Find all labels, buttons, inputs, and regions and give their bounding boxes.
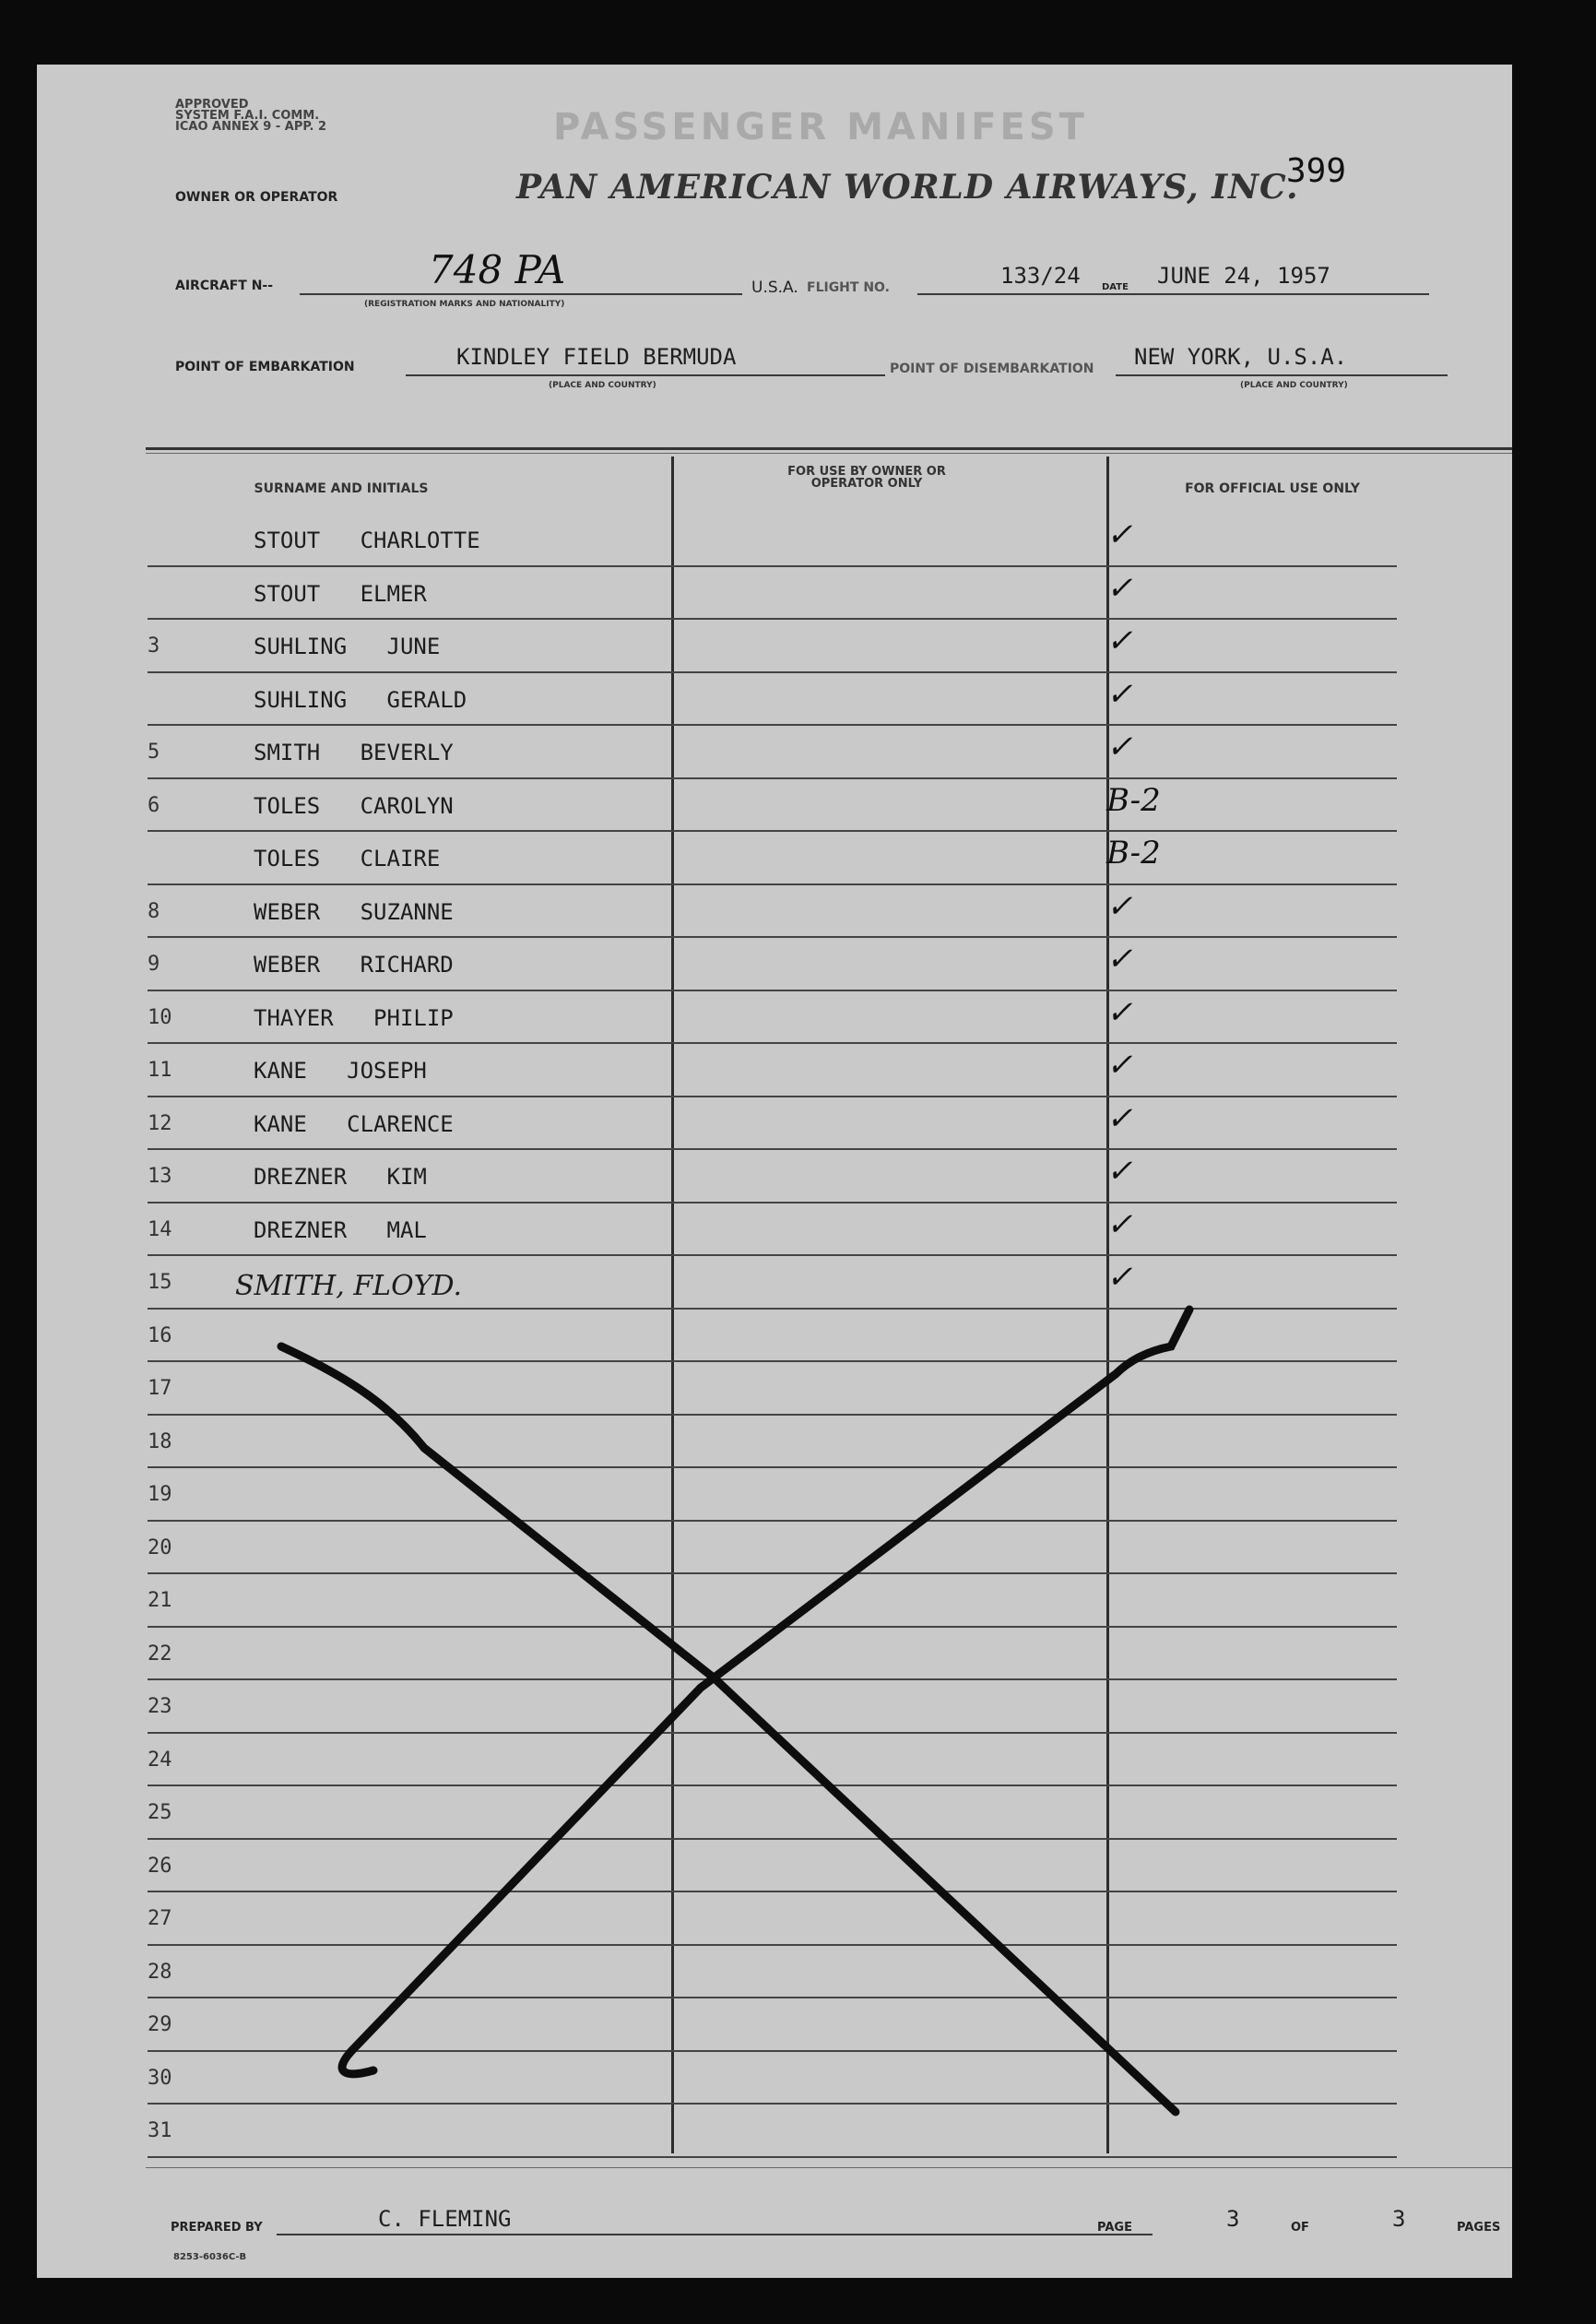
row-number: 26 xyxy=(148,1854,172,1878)
row-number: 19 xyxy=(148,1483,172,1506)
official-mark: ✓ xyxy=(1106,941,1133,978)
col-header-official: FOR OFFICIAL USE ONLY xyxy=(1185,481,1360,496)
row-number: 31 xyxy=(148,2119,172,2142)
row-number: 8 xyxy=(148,899,160,923)
row-number: 29 xyxy=(148,2013,172,2036)
prepared-value: C. FLEMING xyxy=(378,2206,512,2232)
official-mark: ✓ xyxy=(1106,1153,1133,1190)
embark-caption: (PLACE AND COUNTRY) xyxy=(549,381,656,390)
disembark-value: NEW YORK, U.S.A. xyxy=(1134,344,1348,370)
row-number: 22 xyxy=(148,1642,172,1666)
form-code: 8253-6036C-B xyxy=(173,2252,247,2262)
official-mark: ✓ xyxy=(1106,569,1133,607)
official-mark: ✓ xyxy=(1106,1205,1133,1243)
disembark-caption: (PLACE AND COUNTRY) xyxy=(1240,381,1348,390)
row-number: 30 xyxy=(148,2066,172,2090)
row-number: 13 xyxy=(148,1165,172,1188)
official-mark: ✓ xyxy=(1106,729,1133,765)
page-title: PASSENGER MANIFEST xyxy=(553,106,1088,148)
disembark-label: POINT OF DISEMBARKATION xyxy=(890,362,1094,376)
row-number: 21 xyxy=(148,1589,172,1612)
approval-line: ICAO ANNEX 9 - APP. 2 xyxy=(175,120,326,134)
col-header-owner: FOR USE BY OWNER OR OPERATOR ONLY xyxy=(787,465,946,491)
row-number: 27 xyxy=(148,1907,172,1930)
page-value: 3 xyxy=(1226,2206,1240,2232)
aircraft-caption: (REGISTRATION MARKS AND NATIONALITY) xyxy=(364,300,565,309)
approval-line: APPROVED xyxy=(175,98,249,112)
row-number: 3 xyxy=(148,634,160,658)
row-number: 24 xyxy=(148,1748,172,1772)
official-mark: ✓ xyxy=(1106,675,1133,713)
flight-value: 133/24 xyxy=(1000,263,1081,289)
passenger-name: KANE CLARENCE xyxy=(254,1110,454,1137)
passenger-name: WEBER RICHARD xyxy=(254,952,454,978)
row-number: 20 xyxy=(148,1536,172,1559)
official-mark: ✓ xyxy=(1106,1047,1133,1084)
row-number: 6 xyxy=(148,793,160,817)
passenger-name: THAYER PHILIP xyxy=(254,1004,454,1031)
row-number: 16 xyxy=(148,1323,172,1347)
owner-value: PAN AMERICAN WORLD AIRWAYS, INC. xyxy=(516,168,1299,207)
x-stroke-2 xyxy=(342,1310,1189,2074)
official-mark: ✓ xyxy=(1106,1259,1133,1296)
official-mark: ✓ xyxy=(1106,622,1133,659)
row-number: 5 xyxy=(148,741,160,764)
row-number: 11 xyxy=(148,1059,172,1082)
passenger-name: KANE JOSEPH xyxy=(254,1058,427,1084)
crossed-out-x-mark xyxy=(37,65,1512,2278)
row-number: 18 xyxy=(148,1429,172,1453)
date-label: DATE xyxy=(1102,282,1129,292)
pages-label: PAGES xyxy=(1457,2221,1501,2235)
row-number: 17 xyxy=(148,1377,172,1400)
owner-label: OWNER OR OPERATOR xyxy=(175,190,338,205)
passenger-name: SMITH BEVERLY xyxy=(254,740,454,765)
manifest-sheet xyxy=(37,65,1512,2278)
passenger-name: WEBER SUZANNE xyxy=(254,898,454,925)
passenger-name: DREZNER KIM xyxy=(254,1164,427,1190)
page-label: PAGE xyxy=(1097,2221,1132,2235)
country-label: U.S.A. xyxy=(751,279,798,297)
passenger-name: STOUT CHARLOTTE xyxy=(254,528,480,553)
prepared-label: PREPARED BY xyxy=(171,2221,263,2235)
col-header-surname: SURNAME AND INITIALS xyxy=(254,481,429,496)
passenger-name: DREZNER MAL xyxy=(254,1216,427,1243)
date-value: JUNE 24, 1957 xyxy=(1157,263,1330,289)
embark-label: POINT OF EMBARKATION xyxy=(175,360,355,374)
row-number: 28 xyxy=(148,1960,172,1984)
official-mark: ✓ xyxy=(1106,887,1133,925)
row-number: 10 xyxy=(148,1005,172,1029)
row-number: 12 xyxy=(148,1111,172,1135)
passenger-name: SUHLING JUNE xyxy=(254,634,441,659)
row-number: 23 xyxy=(148,1695,172,1718)
row-number: 14 xyxy=(148,1217,172,1241)
document-number: 399 xyxy=(1286,152,1347,190)
passenger-name: SMITH, FLOYD. xyxy=(235,1270,463,1302)
official-mark: ✓ xyxy=(1106,993,1133,1031)
passenger-name: TOLES CAROLYN xyxy=(254,792,454,819)
flight-label: FLIGHT NO. xyxy=(807,280,890,295)
official-mark: B-2 xyxy=(1106,781,1161,819)
passenger-name: TOLES CLAIRE xyxy=(254,846,441,872)
official-mark: ✓ xyxy=(1106,516,1133,553)
aircraft-value: 748 PA xyxy=(429,247,566,292)
of-label: OF xyxy=(1291,2221,1309,2235)
row-number: 9 xyxy=(148,953,160,976)
row-number: 25 xyxy=(148,1801,172,1824)
x-stroke-1 xyxy=(281,1346,1176,2112)
passenger-name: STOUT ELMER xyxy=(254,580,427,607)
passenger-name: SUHLING GERALD xyxy=(254,686,467,713)
official-mark: B-2 xyxy=(1106,835,1161,872)
row-number: 15 xyxy=(148,1271,172,1294)
of-value: 3 xyxy=(1392,2206,1406,2232)
approval-line: SYSTEM F.A.I. COMM. xyxy=(175,109,320,123)
embark-value: KINDLEY FIELD BERMUDA xyxy=(456,344,737,370)
official-mark: ✓ xyxy=(1106,1099,1133,1137)
aircraft-label: AIRCRAFT N-- xyxy=(175,279,274,293)
